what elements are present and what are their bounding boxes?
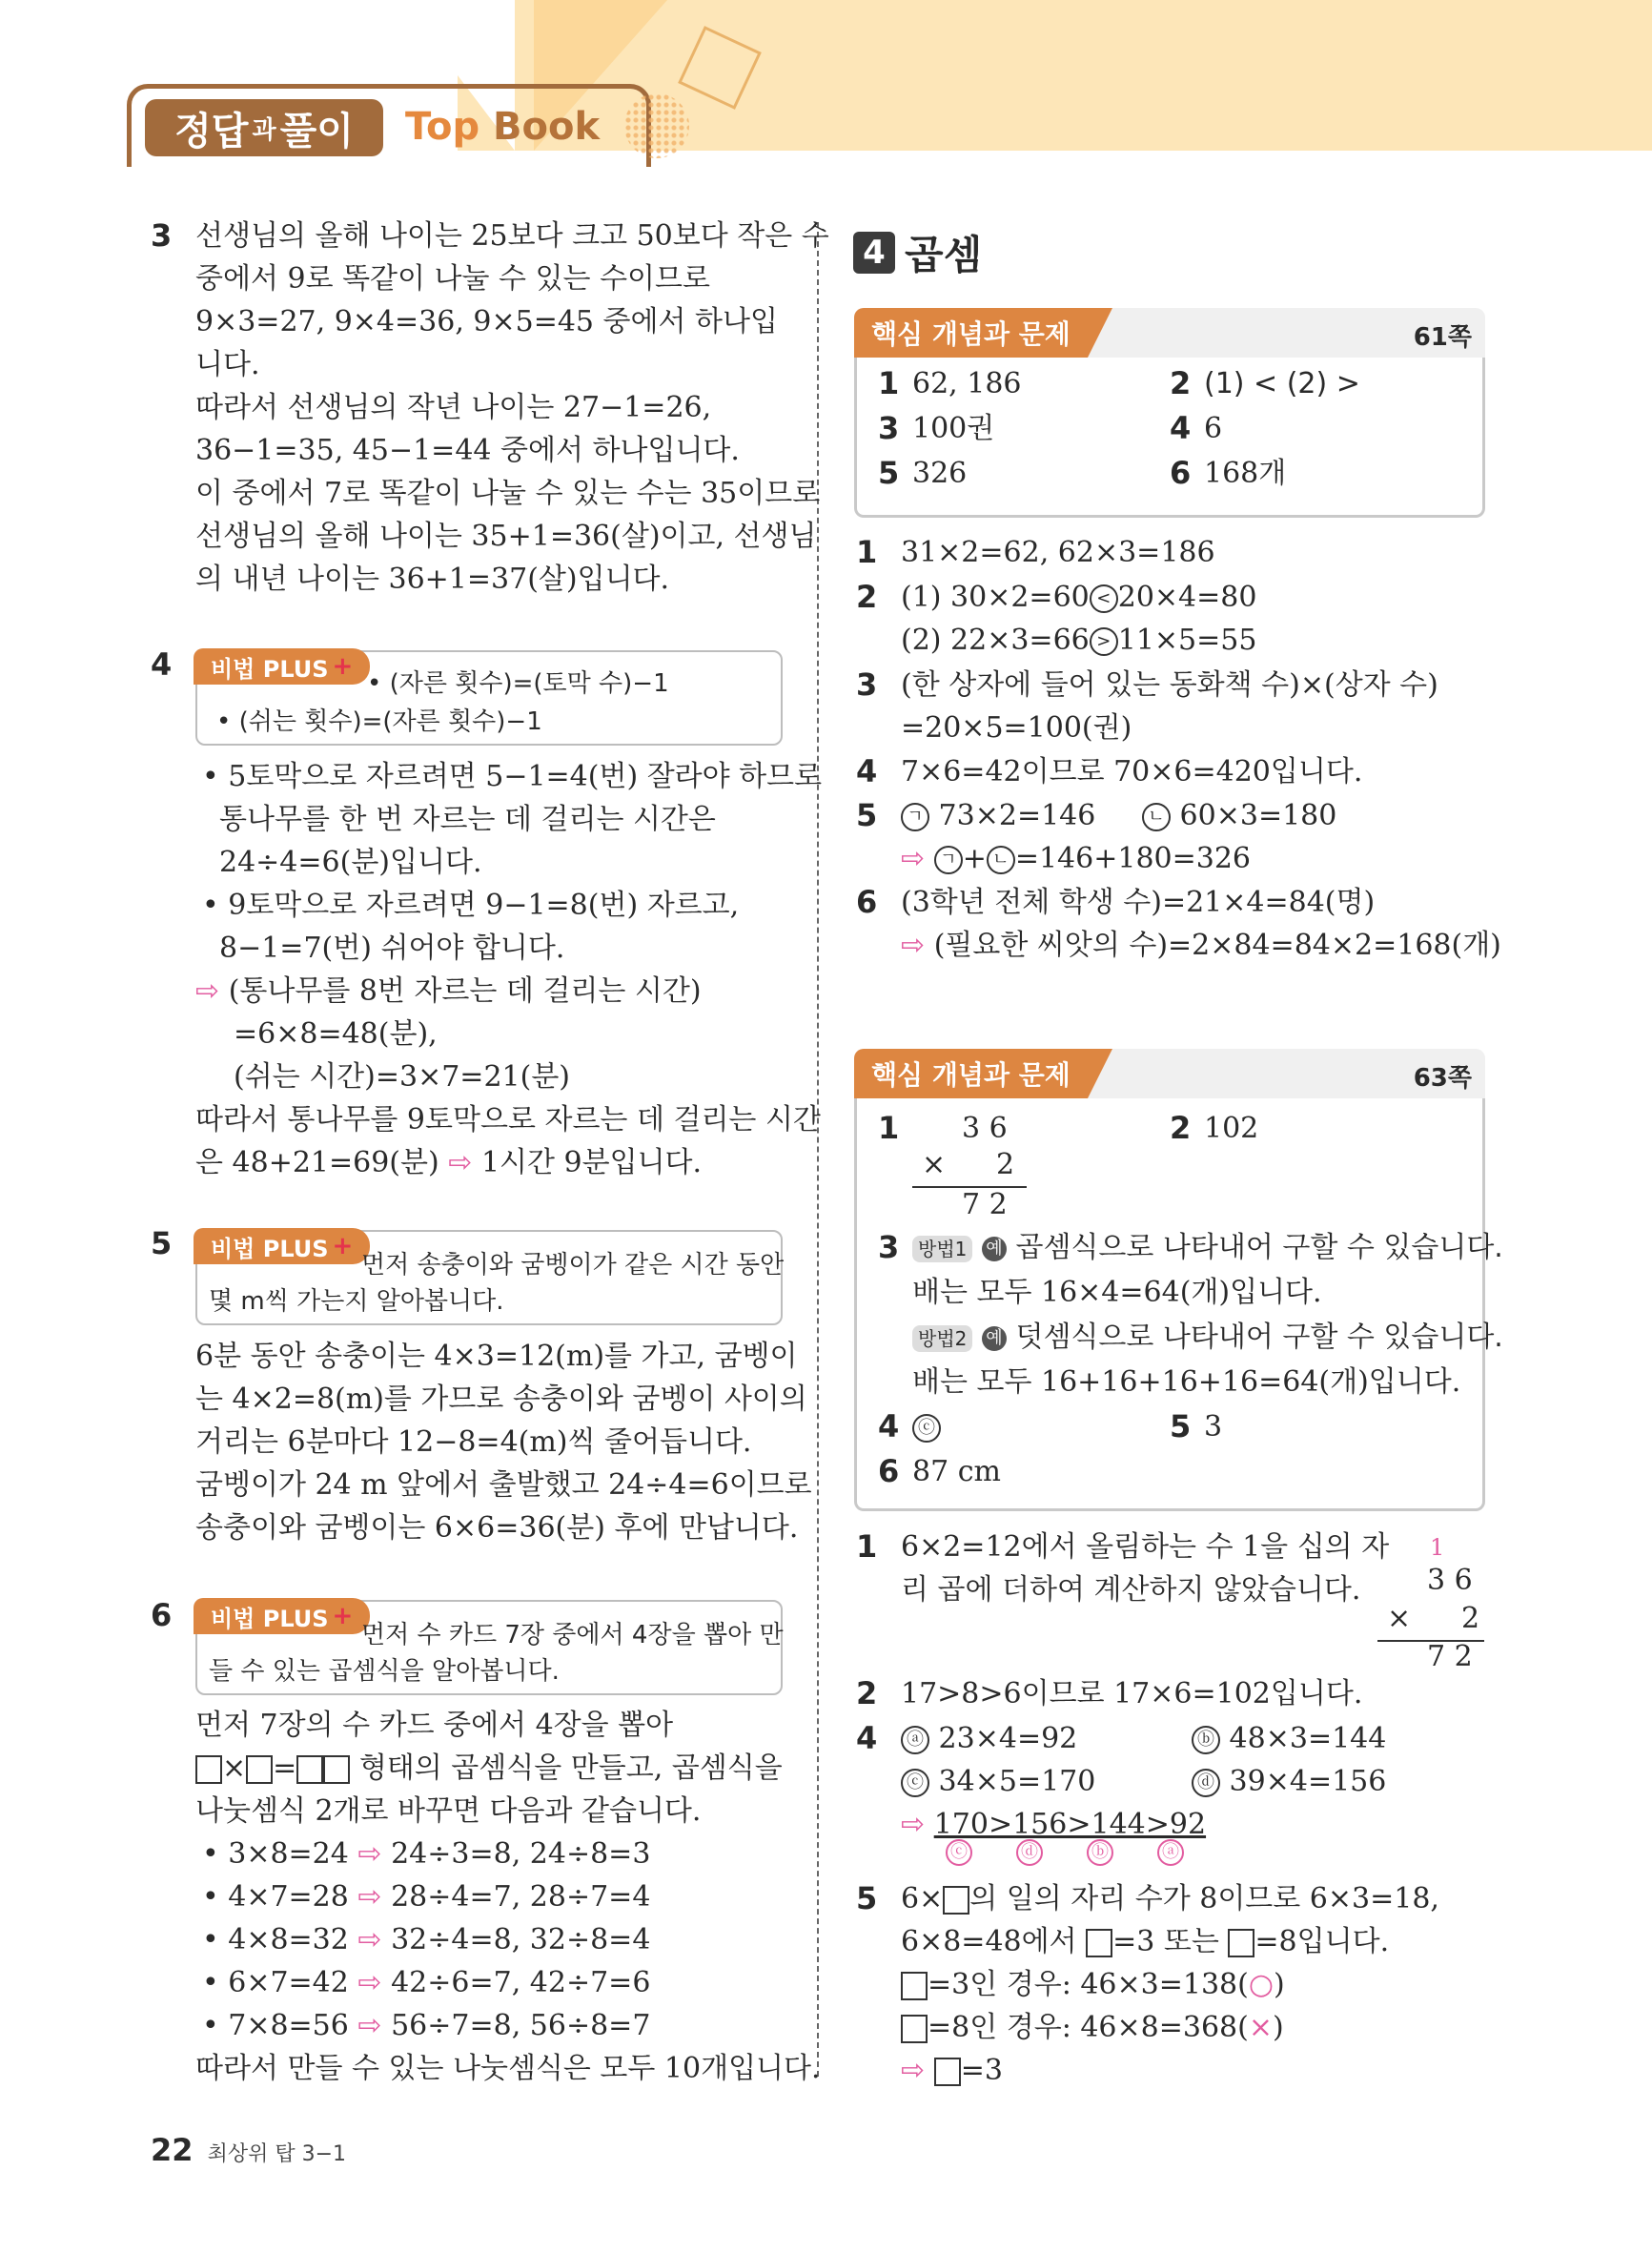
blank-box (246, 1755, 273, 1784)
answer-value: 6 (1204, 412, 1223, 445)
q3-line-4: 니다. (195, 348, 260, 381)
q4-tip-line-1: • (자른 횟수)=(토막 수)−1 (367, 669, 669, 698)
arrow-icon: ⇨ (448, 1146, 473, 1179)
solution-num: 2 (856, 1675, 878, 1711)
solution-num: 5 (856, 797, 878, 833)
book-name-top: Top (405, 105, 480, 149)
mult-top: 3 6 (1427, 1564, 1473, 1597)
solution-line: 7×6=42이므로 70×6=420입니다. (901, 755, 1363, 789)
mult-result: 7 2 (962, 1188, 1008, 1221)
q6-tip-tag: 비법 PLUS + (194, 1598, 370, 1634)
solution-num: 6 (856, 884, 878, 920)
blank-box (1228, 1929, 1254, 1957)
answer-num: 4 (1170, 410, 1192, 446)
answer-num: 1 (878, 365, 900, 401)
answer-value: 87 cm (912, 1455, 1001, 1488)
label-c-icon: ⓒ (901, 1769, 929, 1797)
solution-line: ⓑ 48×3=144 (1192, 1720, 1386, 1758)
order-labels: ⓒ ⓓ ⓑ ⓐ (946, 1838, 1184, 1866)
answer-num: 1 (878, 1110, 900, 1146)
solution-line: ⓐ 23×4=92 (901, 1720, 1077, 1758)
arrow-icon: ⇨ (901, 1808, 926, 1841)
plus-icon: + (332, 1232, 354, 1260)
solution-num: 4 (856, 1720, 878, 1756)
blank-box (901, 1972, 928, 2000)
q6-last-line: 따라서 만들 수 있는 나눗셈식은 모두 10개입니다. (195, 2052, 821, 2085)
mult-sign: × (1387, 1602, 1412, 1635)
method2-line: 방법2 예 덧셈식으로 나타내어 구할 수 있습니다. (912, 1319, 1503, 1357)
blank-box (296, 1755, 323, 1784)
section-page: 63쪽 (1413, 1064, 1472, 1093)
q4-line-9: 은 48+21=69(분) ⇨ 1시간 9분입니다. (195, 1146, 703, 1179)
q5-tip-line-2: 몇 m씩 가는지 알아봅니다. (209, 1287, 504, 1316)
solution-line: (3학년 전체 학생 수)=21×4=84(명) (901, 886, 1376, 919)
q5-line-1: 6분 동안 송충이는 4×3=12(m)를 가고, 굼벵이 (195, 1340, 798, 1373)
plus-icon: + (332, 652, 354, 681)
q5-number: 5 (151, 1225, 173, 1261)
chapter-number: 4 (853, 232, 895, 274)
q4-number: 4 (151, 646, 173, 683)
q6-line-2: × = 형태의 곱셈식을 만들고, 곱셈식을 (195, 1750, 783, 1788)
answer-value: 3 (1204, 1410, 1223, 1444)
solution-line: ⇨ 170>156>144>92 (901, 1808, 1207, 1841)
answer-value: 168개 (1204, 457, 1287, 490)
arrow-icon: ⇨ (901, 929, 926, 962)
q5-tip-tag: 비법 PLUS + (194, 1228, 370, 1264)
q6-number: 6 (151, 1597, 173, 1633)
answer-num: 3 (878, 1229, 900, 1265)
q4-tip-tag: 비법 PLUS + (194, 648, 370, 685)
label-a-icon: ㄱ (901, 803, 929, 831)
label-d-icon: ⓓ (1192, 1769, 1220, 1797)
label-a-icon: ㄱ (934, 846, 963, 874)
solution-num: 2 (856, 579, 878, 615)
section-61 (854, 308, 1485, 518)
solution-line: 리 곱에 더하여 계산하지 않았습니다. (901, 1573, 1361, 1607)
label-a-icon: ⓐ (901, 1726, 929, 1754)
method2-result: 배는 모두 16+16+16+16=64(개)입니다. (912, 1365, 1461, 1399)
arrow-icon: ⇨ (357, 2009, 382, 2042)
carry-digit: 1 (1430, 1534, 1445, 1561)
solution-line: ⓒ 34×5=170 (901, 1763, 1095, 1801)
solution-num: 5 (856, 1880, 878, 1916)
section-tag: 핵심 개념과 문제 (854, 1049, 1088, 1098)
answer-value: 102 (1204, 1112, 1259, 1145)
q5-tip-box (195, 1230, 783, 1325)
answer-num: 3 (878, 410, 900, 446)
q3-line-9: 의 내년 나이는 36+1=37(살)입니다. (195, 563, 670, 596)
solution-num: 3 (856, 666, 878, 703)
q4-line-1: • 5토막으로 자르려면 5−1=4(번) 잘라야 하므로 (202, 760, 823, 793)
arrow-icon: ⇨ (901, 842, 926, 875)
q6-item-2: • 4×7=28 ⇨ 28÷4=7, 28÷7=4 (202, 1880, 651, 1914)
answer-value: 326 (912, 457, 968, 490)
q4-arrow-line: ⇨ (통나무를 8번 자르는 데 걸리는 시간) (195, 974, 702, 1008)
solution-line: ⇨ =3 (901, 2054, 1003, 2087)
q6-item-5: • 7×8=56 ⇨ 56÷7=8, 56÷8=7 (202, 2009, 651, 2042)
solution-line: (2) 22×3=66 > 11×5=55 (901, 624, 1257, 657)
mult-top: 3 6 (962, 1112, 1008, 1145)
book-name (405, 105, 600, 149)
q6-item-1: • 3×8=24 ⇨ 24÷3=8, 24÷8=3 (202, 1837, 651, 1871)
blank-box (1086, 1929, 1112, 1957)
q5-line-3: 거리는 6분마다 12−8=4(m)씩 줄어듭니다. (195, 1425, 752, 1459)
answer-num: 2 (1170, 365, 1192, 401)
solution-line: 6×8=48에서 =3 또는 =8입니다. (901, 1925, 1390, 1958)
blank-box (195, 1755, 222, 1784)
solution-line: (1) 30×2=60 < 20×4=80 (901, 581, 1257, 614)
method1-result: 배는 모두 16×4=64(개)입니다. (912, 1276, 1322, 1309)
q5-line-4: 굼벵이가 24 m 앞에서 출발했고 24÷4=6이므로 (195, 1468, 812, 1502)
wrong-mark: × (1248, 2011, 1273, 2044)
book-name-rest: Book (493, 105, 601, 149)
solution-line: (한 상자에 들어 있는 동화책 수)×(상자 수) (901, 668, 1438, 702)
answer-num: 4 (878, 1408, 900, 1444)
title-part-a: 정답 (174, 109, 249, 154)
book-title: 최상위 탑 3−1 (207, 2142, 347, 2166)
answer-num: 5 (1170, 1408, 1192, 1444)
answer-value: 100권 (912, 412, 995, 445)
q3-line-1: 선생님의 올해 나이는 25보다 크고 50보다 작은 수 (195, 219, 829, 253)
method1-line: 방법1 예 곱셈식으로 나타내어 구할 수 있습니다. (912, 1229, 1503, 1267)
solution-num: 4 (856, 753, 878, 789)
answer-num: 6 (878, 1453, 900, 1489)
solution-line: 6× 의 일의 자리 수가 8이므로 6×3=18, (901, 1882, 1439, 1915)
solution-line: =20×5=100(권) (901, 711, 1132, 745)
answer-value (912, 1408, 941, 1446)
blank-box (901, 2015, 928, 2043)
section-header (854, 1049, 1485, 1098)
q6-item-3: • 4×8=32 ⇨ 32÷4=8, 32÷8=4 (202, 1923, 651, 1956)
q4-line-7: (쉬는 시간)=3×7=21(분) (234, 1060, 571, 1094)
label-c-icon: ⓒ (912, 1414, 941, 1443)
q5-line-5: 송충이와 굼벵이는 6×6=36(분) 후에 만납니다. (195, 1511, 799, 1545)
q6-line-1: 먼저 7장의 수 카드 중에서 4장을 뽑아 (195, 1709, 674, 1742)
q5-line-2: 는 4×2=8(m)를 가므로 송충이와 굼벵이 사이의 (195, 1383, 807, 1416)
answer-num: 6 (1170, 455, 1192, 491)
section-page: 61쪽 (1413, 323, 1472, 352)
q5-tip-line-1: 먼저 송충이와 굼벵이가 같은 시간 동안 (361, 1251, 785, 1280)
label-b-icon: ㄴ (987, 846, 1015, 874)
q3-line-3: 9×3=27, 9×4=36, 9×5=45 중에서 하나입 (195, 305, 778, 338)
answer-value: (1) < (2) > (1204, 367, 1360, 400)
dots-decoration-icon (624, 93, 689, 158)
solution-line: ㄱ 73×2=146 (901, 797, 1095, 835)
compare-circle: > (1090, 627, 1118, 656)
label-b-icon: ㄴ (1142, 803, 1171, 831)
solution-line: =8인 경우: 46×8=368(×) (901, 2009, 1284, 2047)
section-63 (854, 1049, 1503, 1511)
q4-line-8: 따라서 통나무를 9토막으로 자르는 데 걸리는 시간 (195, 1103, 821, 1137)
q4-line-5: 8−1=7(번) 쉬어야 합니다. (219, 932, 565, 965)
title-part-b: 풀이 (279, 109, 354, 154)
q3-number: 3 (151, 217, 173, 254)
blank-box (934, 2058, 961, 2086)
q3-line-6: 36−1=35, 45−1=44 중에서 하나입니다. (195, 434, 740, 467)
arrow-icon: ⇨ (357, 1837, 382, 1871)
q4-line-6: =6×8=48(분), (234, 1017, 438, 1051)
q3-line-8: 선생님의 올해 나이는 35+1=36(살)이고, 선생님 (195, 520, 817, 553)
plus-icon: + (332, 1602, 354, 1630)
solution-line: ⇨ (필요한 씨앗의 수)=2×84=84×2=168(개) (901, 929, 1501, 962)
arrow-icon: ⇨ (357, 1966, 382, 1999)
solution-line: 17>8>6이므로 17×6=102입니다. (901, 1677, 1363, 1710)
mult-bottom: 2 (1461, 1602, 1480, 1635)
example-badge: 예 (982, 1326, 1007, 1351)
page-number: 22 (151, 2132, 194, 2168)
solution-line: 6×2=12에서 올림하는 수 1을 십의 자 (901, 1530, 1390, 1564)
answer-value: 62, 186 (912, 367, 1022, 400)
header-title-badge (145, 99, 383, 156)
q4-line-4: • 9토막으로 자르려면 9−1=8(번) 자르고, (202, 889, 740, 922)
q4-tip-line-2: • (쉬는 횟수)=(자른 횟수)−1 (216, 707, 542, 736)
correct-mark: ○ (1248, 1968, 1275, 2001)
section-tag: 핵심 개념과 문제 (854, 308, 1088, 358)
compare-circle: < (1090, 584, 1118, 613)
q4-tip-box (195, 650, 783, 746)
arrow-icon: ⇨ (357, 1880, 382, 1914)
example-badge: 예 (982, 1237, 1007, 1261)
mult-sign: × (922, 1148, 947, 1181)
q6-line-3: 나눗셈식 2개로 바꾸면 다음과 같습니다. (195, 1794, 702, 1828)
label-b-icon: ⓑ (1192, 1726, 1220, 1754)
chapter-title: 곱셈 (905, 232, 983, 278)
arrow-icon: ⇨ (357, 1923, 382, 1956)
solution-line: ⇨ ㄱ + ㄴ =146+180=326 (901, 842, 1252, 875)
q4-line-3: 24÷4=6(분)입니다. (219, 846, 482, 879)
q6-tip-box (195, 1600, 783, 1695)
arrow-icon: ⇨ (195, 974, 220, 1008)
answer-num: 5 (878, 455, 900, 491)
solution-line: ⓓ 39×4=156 (1192, 1763, 1386, 1801)
solution-line: ㄴ 60×3=180 (1142, 797, 1336, 835)
method-badge: 방법1 (912, 1236, 972, 1262)
section-header (854, 308, 1485, 358)
blank-box (323, 1755, 350, 1784)
answer-num: 2 (1170, 1110, 1192, 1146)
section-body (854, 1098, 1503, 1511)
q6-tip-line-1: 먼저 수 카드 7장 중에서 4장을 뽑아 만 (361, 1621, 784, 1649)
mult-result: 7 2 (1427, 1640, 1473, 1673)
q6-tip-line-2: 들 수 있는 곱셈식을 알아봅니다. (209, 1657, 560, 1686)
solution-num: 1 (856, 534, 878, 570)
solution-num: 1 (856, 1528, 878, 1565)
method-badge: 방법2 (912, 1325, 972, 1352)
section-body (854, 358, 1485, 518)
q3-line-7: 이 중에서 7로 똑같이 나눌 수 있는 수는 35이므로 (195, 477, 821, 510)
solution-line: 31×2=62, 62×3=186 (901, 536, 1215, 569)
q3-line-5: 따라서 선생님의 작년 나이는 27−1=26, (195, 391, 712, 424)
q3-line-2: 중에서 9로 똑같이 나눌 수 있는 수이므로 (195, 262, 710, 296)
q4-line-2: 통나무를 한 번 자르는 데 걸리는 시간은 (219, 803, 716, 836)
solution-line: =3인 경우: 46×3=138(○) (901, 1966, 1285, 2004)
mult-bottom: 2 (996, 1148, 1015, 1181)
title-part-small: 과 (252, 115, 276, 145)
footer (151, 2132, 346, 2168)
q6-item-4: • 6×7=42 ⇨ 42÷6=7, 42÷7=6 (202, 1966, 651, 1999)
arrow-icon: ⇨ (901, 2054, 926, 2087)
blank-box (943, 1886, 969, 1915)
chapter-heading (853, 224, 982, 281)
